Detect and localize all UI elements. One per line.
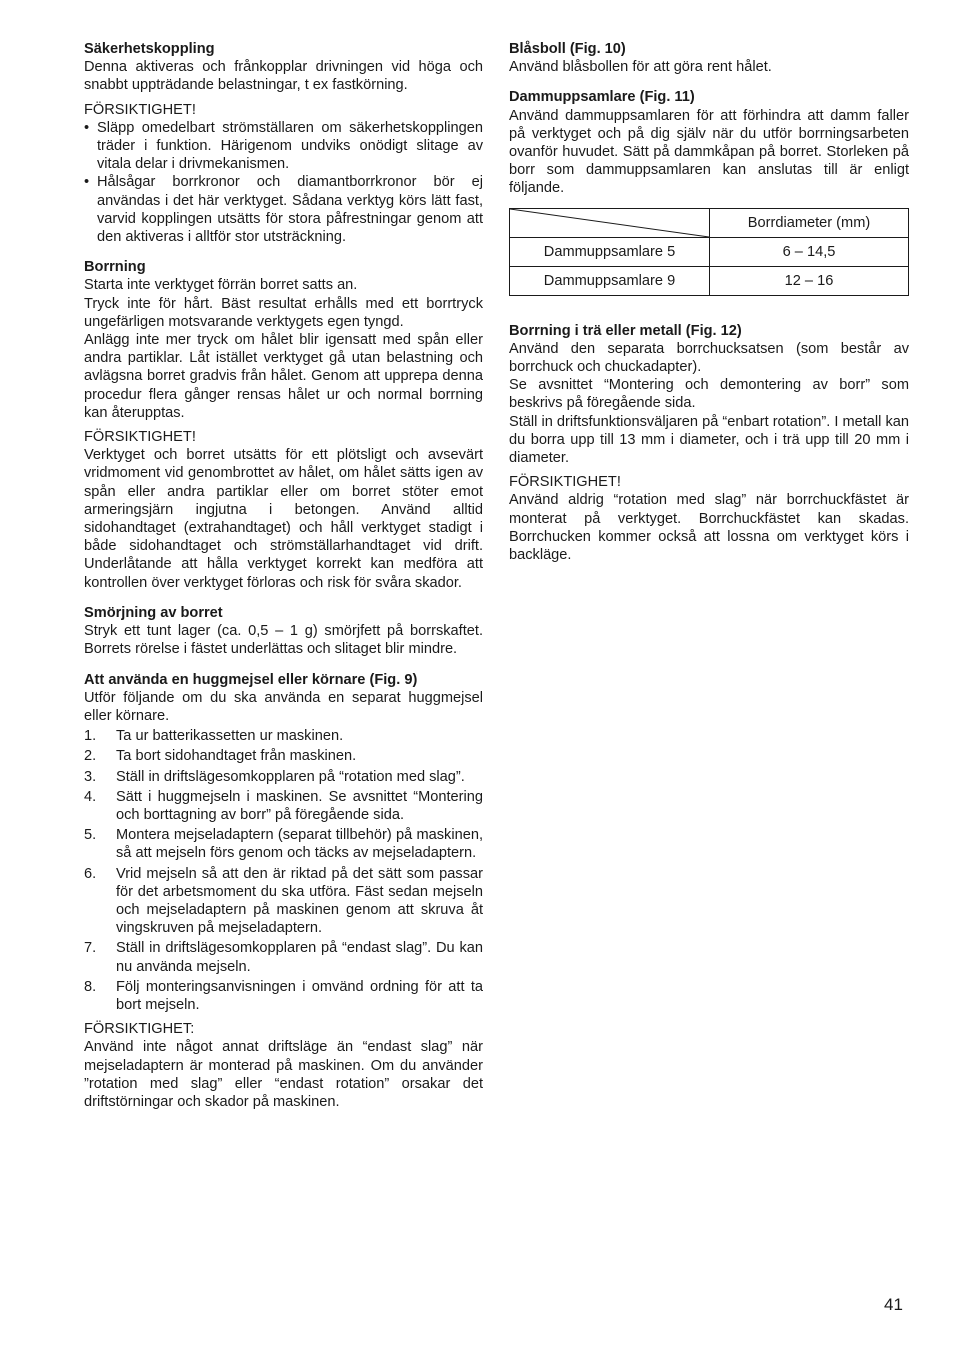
heading-borrning: Borrning (84, 259, 146, 276)
paragraph: Använd blåsbollen för att göra rent hålet. (509, 59, 772, 76)
section-sakerhetskoppling (84, 40, 483, 246)
paragraph: Denna aktiveras och frånkopplar drivningen vid höga och snabbt uppträdande belastningar, t ex fastkörning. (84, 59, 483, 94)
paragraph: Se avsnittet “Montering och demontering av borr” som beskrivs på föregående sida. (509, 377, 909, 412)
caution-label: FÖRSIKTIGHET! (509, 474, 621, 491)
heading-smorjning: Smörjning av borret (84, 604, 223, 621)
caution-label: FÖRSIKTIGHET! (84, 101, 196, 118)
paragraph: Använd den separata borrchucksatsen (som består av borrchuck och chuckadapter). (509, 340, 909, 376)
list-item: 4. Sätt i huggmejseln i maskinen. Se avsnittet “Montering och borttagning av borr” på föregående sida. (84, 788, 483, 823)
paragraph: Tryck inte för hårt. Bäst resultat erhålls med ett borrtryck ungefärligen motsvarande verktygets egen tyngd. (84, 295, 483, 330)
paragraph: Stryk ett tunt lager (ca. 0,5 – 1 g) smörjfett på borrskaftet. Borrets rörelse i fästet underlättas och slitaget blir mindre. (84, 623, 483, 658)
caution-text: Använd aldrig “rotation med slag” när borrchuckfästet är monterat på verktyget. Borrchuckfästet kan skadas. Borrchucken kommer också att lossna om verktyget körs i backläge. (509, 492, 909, 564)
paragraph: Anlägg inte mer tryck om hålet blir igensatt med spån eller andra partiklar. Låt istället verktyget gå utan belastning och avlägsna borret gradvis från hålet. Genom att upprepa denna procedur flera gånger rensas hålet ur och normal borrning kan återupptas. (84, 332, 483, 421)
diagonal-line (510, 209, 709, 237)
section-dammuppsamlare (509, 88, 909, 295)
table-cell: Dammuppsamlare 5 (510, 237, 710, 266)
caution-text: Verktyget och borret utsätts för ett plötsligt och avsevärt vridmoment vid genombrottet av hålet, om hålet sätts igen av spån eller andra partiklar eller om borret stöter emot armeringsjärn ingjutna i betongen. Använd alltid sidohandtaget (extrahandtaget) och håll verktyget stadigt i både sidohandtaget och strömställarhandtaget vid drift. Underlåtande att hålla verktyget korrekt kan medföra att kontrollen över verktyget förloras och risk för svåra skador. (84, 447, 483, 591)
bullet-item: • Hålsågar borrkronor och diamantborrkronor bör ej användas i det här verktyget. Sådana verktyg körs lätt fast, varvid kopplingen utsätts för stora påfrestningar genom att den aktiveras i alltför stor utsträckning. (84, 173, 483, 246)
paragraph: Utför följande om du ska använda en separat huggmejsel eller körnare. (84, 689, 483, 724)
paragraph: Använd dammuppsamlaren för att förhindra att damm faller på verktyget och på dig själv när du utför borrningsarbeten ovanför huvudet. Sätt på dammkåpan på borret. Storleken på borr som dammuppsamlaren kan anslutas till är enligt följande. (509, 107, 909, 197)
list-item: 6. Vrid mejseln så att den är riktad på det sätt som passar för det arbetsmoment du ska utföra. Fäst sedan mejseln och mejseladaptern på maskinen genom att skruva åt vingskruven på mejseladaptern. (84, 865, 483, 937)
right-column (509, 40, 909, 576)
list-item: 1. Ta ur batterikassetten ur maskinen. (84, 728, 344, 745)
table-cell: 12 – 16 (710, 266, 909, 295)
heading-tra-metall: Borrning i trä eller metall (Fig. 12) (509, 322, 742, 339)
heading-blasboll: Blåsboll (Fig. 10) (509, 41, 626, 57)
caution-label: FÖRSIKTIGHET: (84, 1021, 195, 1038)
dust-collector-table (509, 208, 909, 296)
left-column (84, 40, 483, 1123)
page-number: 41 (884, 1295, 903, 1314)
bullet-item: • Släpp omedelbart strömställaren om säkerhetskopplingen träder i funktion. Härigenom undviks onödigt slitage av vitala delar i drivmekanismen. (84, 119, 483, 174)
caution-text: Använd inte något annat driftsläge än “endast slag” när mejseladaptern är monterad på maskinen. Om du använder ”rotation med slag” eller “endast rotation” orsakar det driftstörningar och skador på maskinen. (84, 1039, 483, 1110)
section-tra-metall (509, 322, 909, 565)
section-blasboll (509, 40, 909, 76)
table-header-row (510, 208, 909, 237)
table-row (510, 237, 909, 266)
heading-sakerhetskoppling: Säkerhetskoppling (84, 41, 215, 57)
section-smorjning (84, 604, 483, 659)
heading-huggmejsel: Att använda en huggmejsel eller körnare (Fig. 9) (84, 671, 418, 688)
list-item: 5. Montera mejseladaptern (separat tillbehör) på maskinen, så att mejseln förs genom och täcks av mejseladaptern. (84, 827, 483, 862)
paragraph: Starta inte verktyget förrän borret satts an. (84, 277, 358, 294)
list-item: 7. Ställ in driftslägesomkopplaren på “endast slag”. Du kan nu använda mejseln. (84, 940, 483, 975)
table-corner-cell (510, 208, 710, 237)
list-item: 2. Ta bort sidohandtaget från maskinen. (84, 748, 357, 765)
heading-dammuppsamlare: Dammuppsamlare (Fig. 11) (509, 89, 695, 106)
table-cell: 6 – 14,5 (710, 237, 909, 266)
steps-list (84, 727, 483, 1014)
section-borrning (84, 258, 483, 592)
caution-label: FÖRSIKTIGHET! (84, 429, 196, 446)
table-cell: Dammuppsamlare 9 (510, 266, 710, 295)
paragraph: Ställ in driftsfunktionsväljaren på “enbart rotation”. I metall kan du borra upp till 13 mm i diameter, och i trä upp till 20 mm i diameter. (509, 413, 909, 467)
list-item: 3. Ställ in driftslägesomkopplaren på “rotation med slag”. (84, 768, 465, 785)
list-item: 8. Följ monteringsanvisningen i omvänd ordning för att ta bort mejseln. (84, 978, 483, 1013)
section-huggmejsel (84, 671, 483, 1112)
table-header-cell: Borrdiameter (mm) (710, 208, 909, 237)
caution-list (84, 119, 483, 246)
table-row (510, 266, 909, 295)
